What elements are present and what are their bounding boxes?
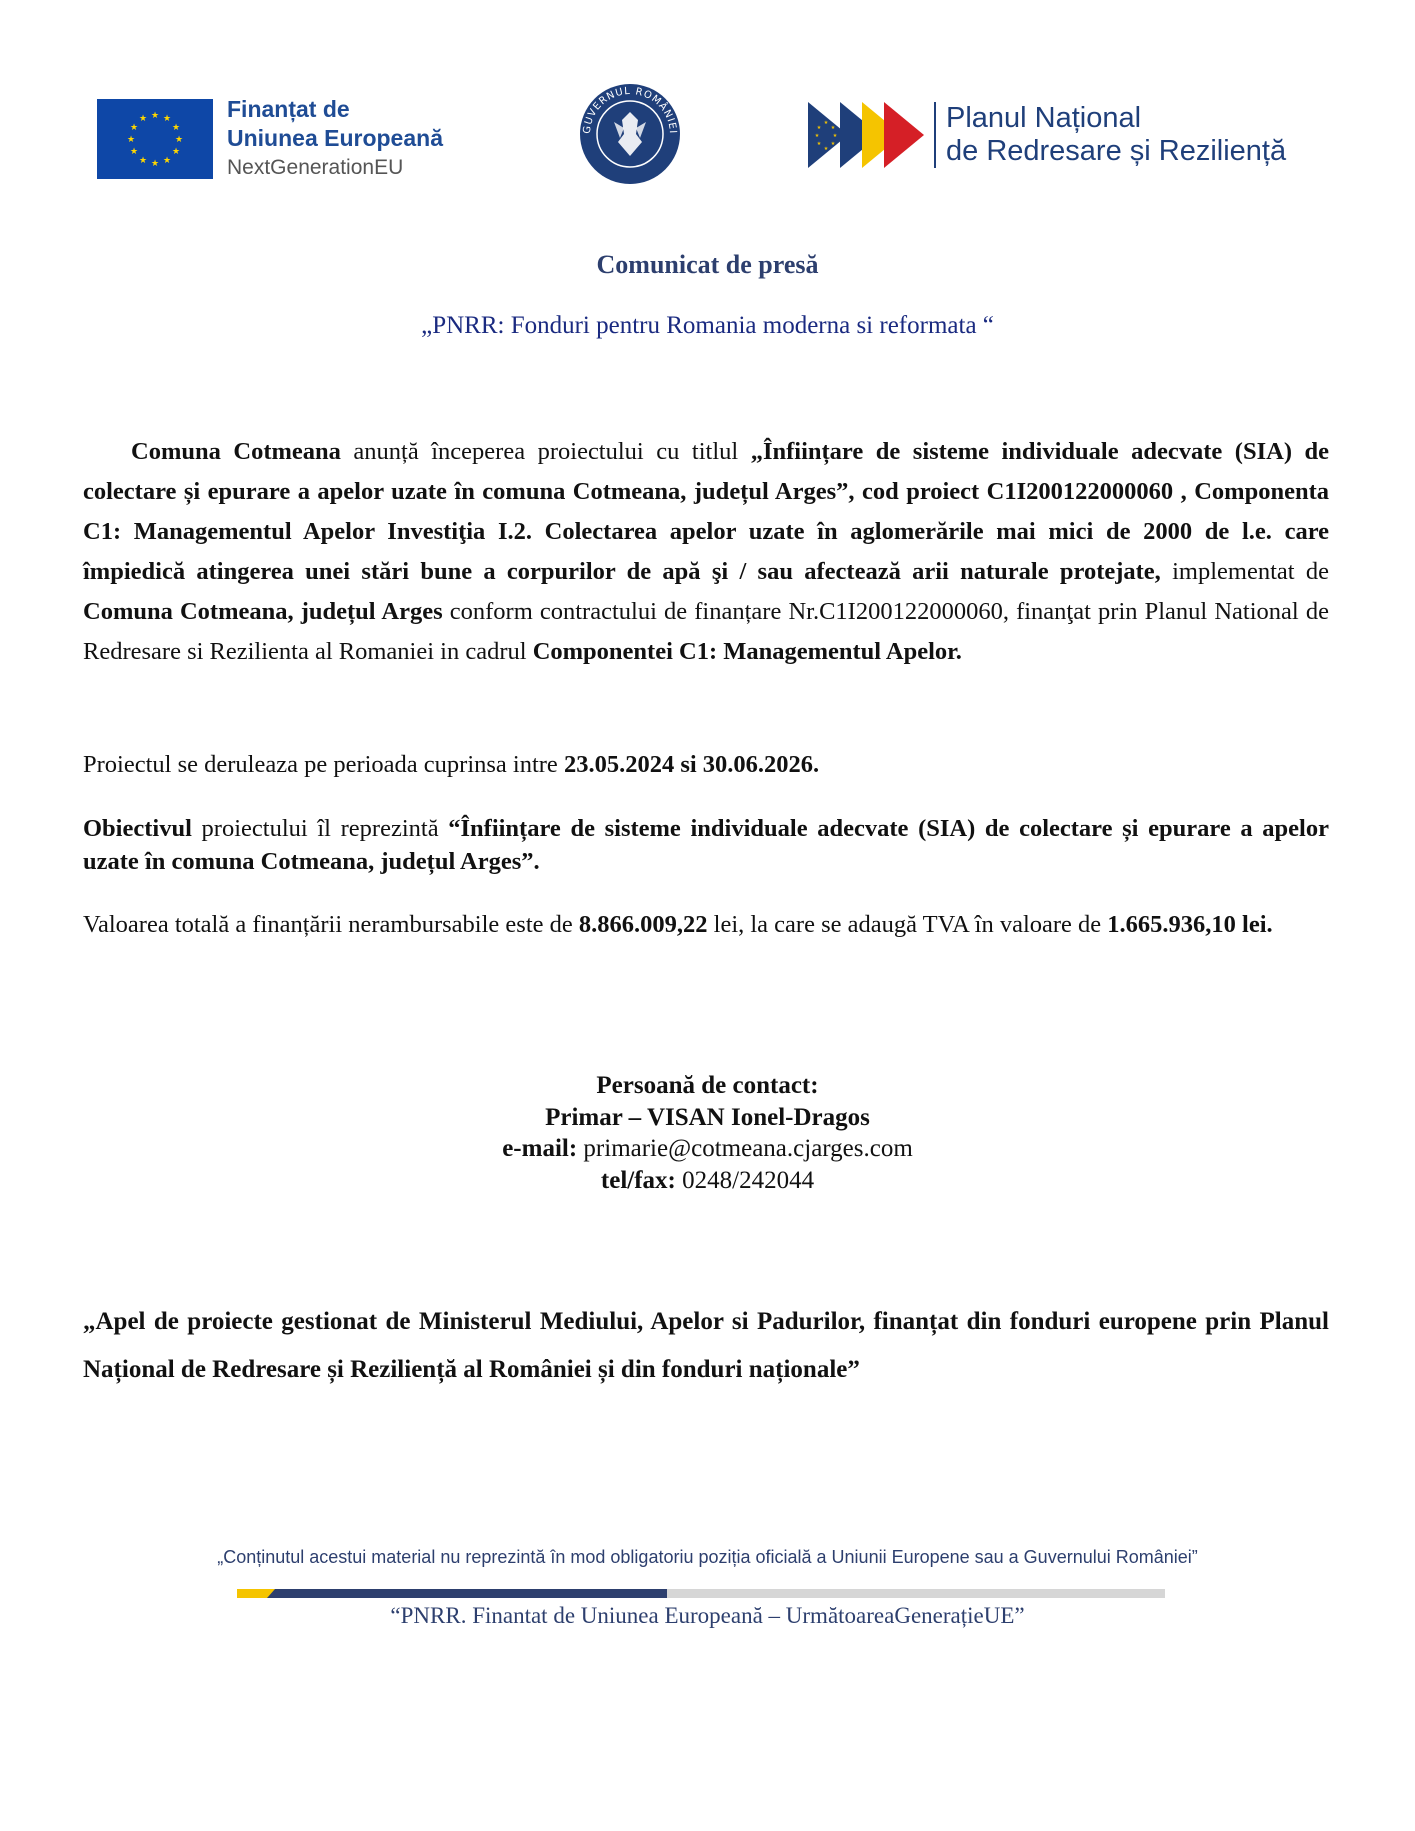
- svg-text:★: ★: [126, 134, 136, 145]
- svg-text:★: ★: [150, 110, 160, 121]
- implementer-name: Comuna Cotmeana, județul Arges: [83, 598, 443, 625]
- svg-text:★: ★: [171, 146, 181, 157]
- paragraph3-text1: proiectului îl reprezintă: [191, 815, 449, 842]
- financing-value-paragraph: [83, 908, 1329, 941]
- contact-block: [0, 1070, 1415, 1196]
- funding-appeal-statement: „Apel de proiecte gestionat de Ministerul Mediului, Apelor si Padurilor, finanțat din fonduri europene prin Planul Național de Redresare și Reziliență al României și din fonduri naționale”: [83, 1308, 1329, 1383]
- contact-person: Primar – VISAN Ionel-Dragos: [545, 1103, 870, 1131]
- svg-text:★: ★: [823, 146, 829, 152]
- svg-text:★: ★: [129, 146, 139, 157]
- contact-email: primarie@cotmeana.cjarges.com: [577, 1135, 913, 1162]
- pnrr-logo-line2: de Redresare și Reziliență: [946, 135, 1287, 167]
- eu-logo-line2: Uniunea Europeană: [227, 125, 443, 151]
- eu-flag-icon: [97, 99, 213, 179]
- pnrr-logo: [808, 100, 1286, 170]
- email-label: e-mail:: [502, 1135, 578, 1162]
- svg-text:★: ★: [830, 125, 836, 131]
- seal-text: GUVERNUL ROMÂNIEI: [581, 85, 679, 135]
- eu-disclaimer: „Conținutul acestui material nu reprezintă în mod obligatoriu poziția oficială a Uniunii Europene sau a Guvernului României”: [217, 1547, 1198, 1567]
- header-logos: [0, 0, 1415, 220]
- svg-text:★: ★: [129, 122, 139, 133]
- project-title: „Înființare de sisteme individuale adecvate (SIA) de colectare și epurare a apelor uzate în comuna Cotmeana, județul Arges”, cod proiect C1I200122000060 , Componenta C1: Managementul Apelor Investiţia I.2. Colectarea apelor uzate în aglomerările mai mici de 2000 de l.e. care împiedică atingerea unei stări bune a corpurilor de apă şi / sau afectează arii naturale protejate,: [83, 438, 1329, 585]
- contact-phone: 0248/242044: [675, 1166, 815, 1194]
- svg-text:★: ★: [138, 155, 148, 166]
- svg-text:★: ★: [138, 113, 148, 124]
- paragraph4-text1: Valoarea totală a finanțării nerambursabile este de: [83, 911, 579, 938]
- objective-label: Obiectivul: [83, 815, 192, 842]
- paragraph1-text1: anunță începerea proiectului cu titlul: [340, 438, 751, 465]
- commune-name: Comuna Cotmeana: [131, 438, 341, 465]
- pnrr-arrow-icon: [808, 100, 926, 170]
- svg-text:★: ★: [162, 113, 172, 124]
- svg-text:★: ★: [171, 122, 181, 133]
- paragraph4-text2: lei, la care se adaugă TVA în valoare de: [707, 911, 1108, 938]
- svg-text:★: ★: [823, 120, 829, 126]
- svg-text:★: ★: [162, 155, 172, 166]
- government-seal-icon: [578, 82, 682, 186]
- page-title: Comunicat de presă: [596, 250, 819, 279]
- paragraph1-text3: conform contractului de finanțare Nr.C1I200122000060, finanţat prin Planul National de Redresare si Rezilienta al Romaniei in cadrul: [83, 598, 1329, 665]
- svg-text:★: ★: [816, 125, 822, 131]
- svg-text:★: ★: [174, 134, 184, 145]
- svg-text:★: ★: [832, 133, 838, 139]
- svg-text:★: ★: [150, 158, 160, 169]
- eu-logo-line3: NextGenerationEU: [227, 156, 404, 179]
- svg-text:★: ★: [816, 141, 822, 147]
- svg-text:★: ★: [830, 141, 836, 147]
- financing-amount: 8.866.009,22: [578, 911, 708, 938]
- project-description-paragraph: [83, 432, 1329, 672]
- component-name: Componentei C1: Managementul Apelor.: [532, 638, 962, 665]
- paragraph1-text2: implementat de: [1160, 558, 1329, 585]
- project-period: 23.05.2024 si 30.06.2026.: [563, 751, 820, 778]
- footer-color-bar: [237, 1585, 1165, 1594]
- svg-text:★: ★: [814, 133, 820, 139]
- footer-tagline: “PNRR. Finantat de Uniunea Europeană – UrmătoareaGenerațieUE”: [390, 1603, 1025, 1628]
- tel-label: tel/fax:: [600, 1166, 676, 1194]
- vat-amount: 1.665.936,10 lei.: [1107, 911, 1273, 938]
- eu-logo-line1: Finanțat de: [227, 96, 350, 122]
- project-objective-paragraph: [83, 812, 1329, 878]
- eu-logo: [97, 95, 443, 182]
- contact-heading: Persoană de contact:: [596, 1072, 819, 1099]
- project-objective: “Înființare de sisteme individuale adecvate (SIA) de colectare și epurare a apelor uzate în comuna Cotmeana, județul Arges”.: [83, 815, 1329, 875]
- project-period-paragraph: [83, 748, 1329, 782]
- pnrr-logo-line1: Planul Național: [946, 102, 1142, 134]
- page-subtitle: „PNRR: Fonduri pentru Romania moderna si reformata “: [421, 312, 994, 339]
- paragraph2-text1: Proiectul se deruleaza pe perioada cuprinsa intre: [83, 751, 564, 778]
